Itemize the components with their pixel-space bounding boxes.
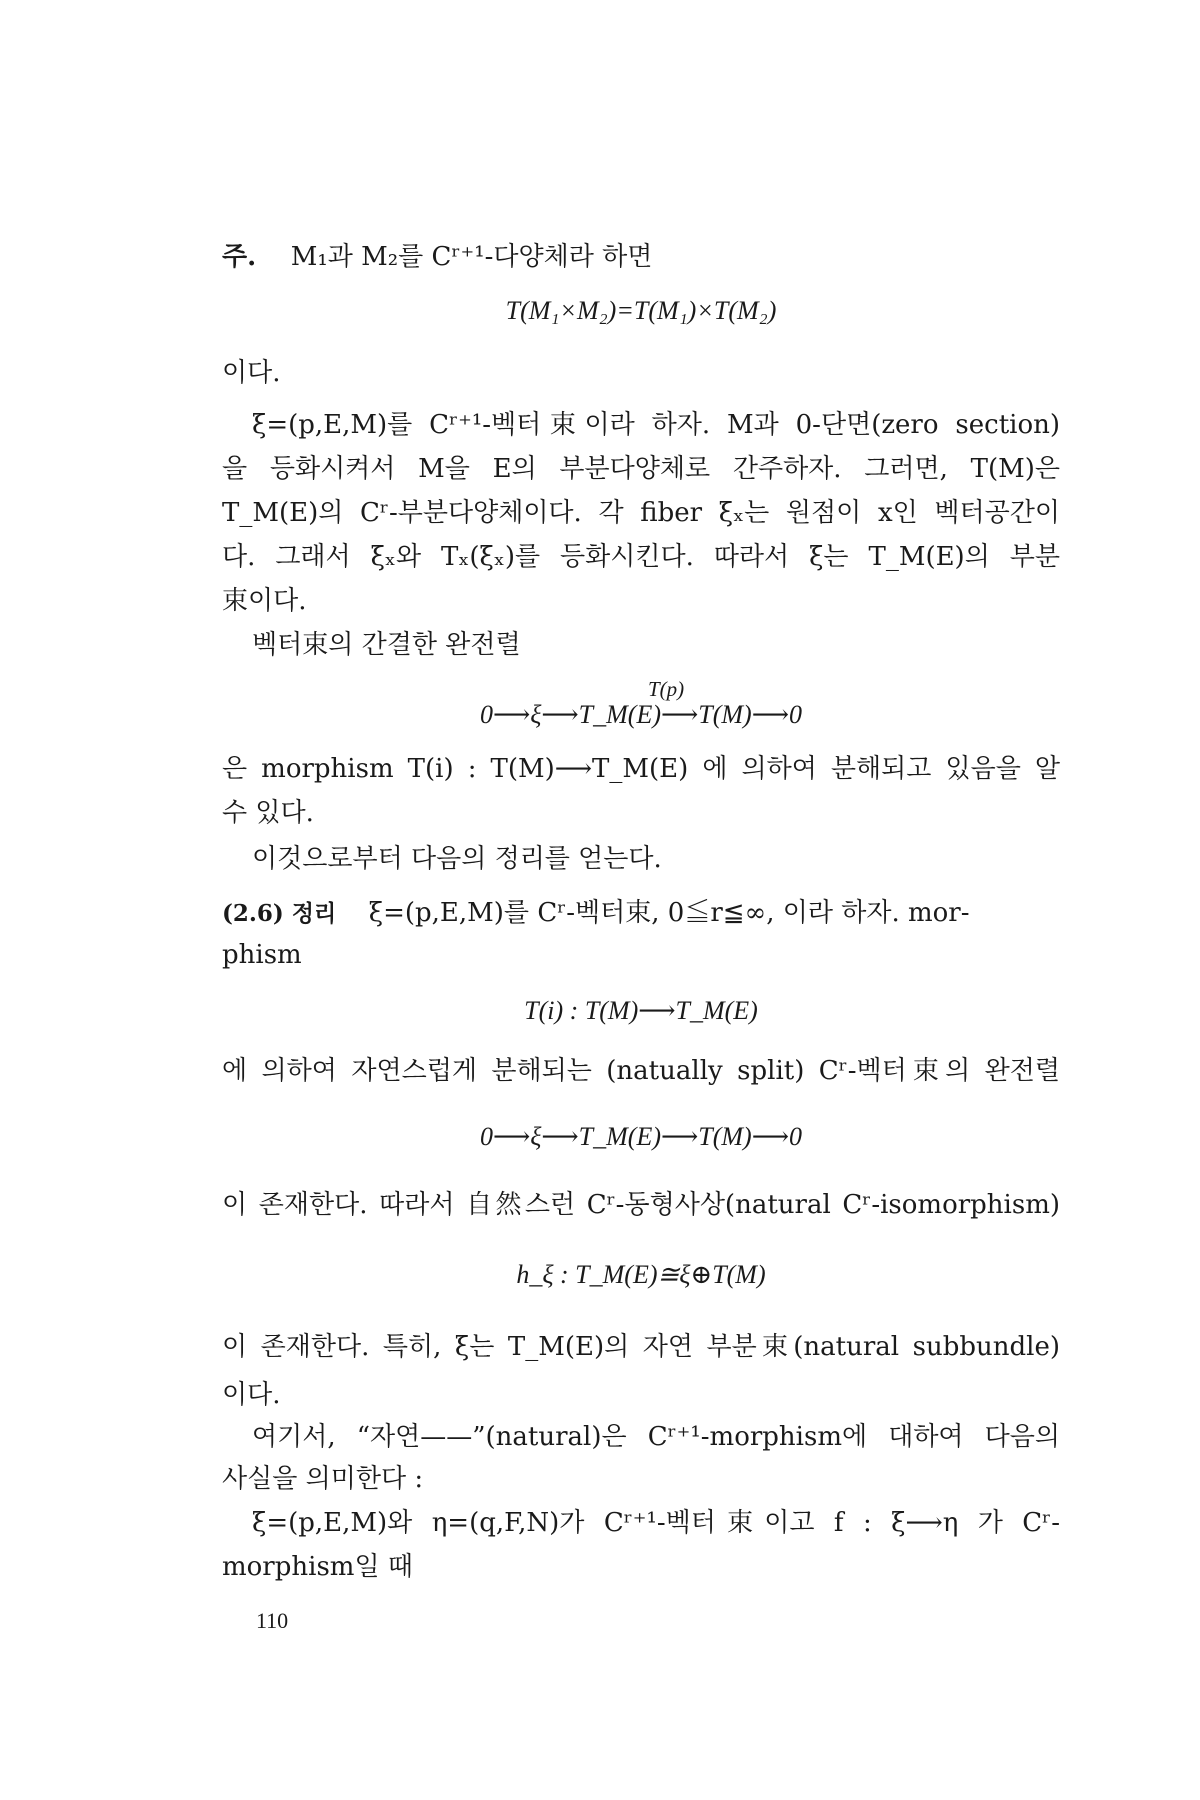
note-line: [222, 240, 1060, 274]
paragraph-3-line-1: 은 morphism T(i) : T(M)⟶T_M(E) 에 의하여 분해되고 있음을 알: [222, 754, 1060, 784]
theorem-line-4: 이다.: [222, 1380, 281, 1410]
paragraph-5-line-1: 여기서, “자연——”(natural)은 Cʳ⁺¹-morphism에 대하여 다음의: [252, 1422, 1060, 1452]
theorem-label: (2.6) 정리: [222, 900, 337, 927]
paragraph-1-line-4: 다. 그래서 ξₓ와 Tₓ(ξₓ)를 등화시킨다. 따라서 ξ는 T_M(E)의 부분: [222, 542, 1060, 572]
paragraph-6-line-1: ξ=(p,E,M)와 η=(q,F,N)가 Cʳ⁺¹-벡터束이고 f : ξ⟶η 가 Cʳ-: [252, 1508, 1060, 1538]
theorem-line-1: 에 의하여 자연스럽게 분해되는 (natually split) Cʳ-벡터束의 완전렬: [222, 1056, 1060, 1086]
paragraph-3-line-2: 수 있다.: [222, 798, 314, 828]
paragraph-1-line-2: 을 등화시켜서 M을 E의 부분다양체로 간주하자. 그러면, T(M)은: [222, 454, 1060, 484]
theorem-text: ξ=(p,E,M)를 Cʳ-벡터束, 0≦r≦∞, 이라 하자. mor-: [368, 898, 970, 928]
theorem-text-2: phism: [222, 940, 302, 970]
note-text: M₁과 M₂를 Cʳ⁺¹-다양체라 하면: [290, 242, 653, 272]
paragraph-5-line-2: 사실을 의미한다 :: [222, 1464, 424, 1494]
theorem-formula-1: T(i) : T(M)⟶T_M(E): [524, 996, 758, 1025]
paragraph-1-line-1: ξ=(p,E,M)를 Cʳ⁺¹-벡터束이라 하자. M과 0-단면(zero section): [252, 410, 1060, 440]
paragraph-1-line-3: T_M(E)의 Cʳ-부분다양체이다. 각 fiber ξₓ는 원점이 x인 벡터공간이: [222, 498, 1060, 528]
paragraph-4: 이것으로부터 다음의 정리를 얻는다.: [252, 844, 662, 874]
theorem-line: [222, 896, 1060, 931]
arrow-label: T(p): [648, 677, 685, 701]
sequence-1: 0⟶ξ⟶T_M(E)⟶T(M)⟶0: [480, 700, 802, 729]
paragraph-1-line-5: 束이다.: [222, 586, 307, 616]
paragraph-2: 벡터束의 간결한 완전렬: [252, 630, 521, 660]
paragraph-6-line-2: morphism일 때: [222, 1552, 413, 1582]
page-number: 110: [256, 1608, 289, 1633]
theorem-formula-2: 0⟶ξ⟶T_M(E)⟶T(M)⟶0: [480, 1122, 802, 1151]
theorem-formula-3: h_ξ : T_M(E)≅ξ⊕T(M): [516, 1260, 766, 1289]
theorem-line-2: 이 존재한다. 따라서 自然스런 Cʳ-동형사상(natural Cʳ-isomorphism): [222, 1190, 1060, 1220]
note-formula: T(M₁×M₂)=T(M₁)×T(M₂): [505, 296, 777, 325]
note-label: 주.: [222, 242, 257, 272]
note-tail: 이다.: [222, 358, 281, 388]
theorem-line-3: 이 존재한다. 특히, ξ는 T_M(E)의 자연 부분束(natural subbundle): [222, 1332, 1060, 1362]
